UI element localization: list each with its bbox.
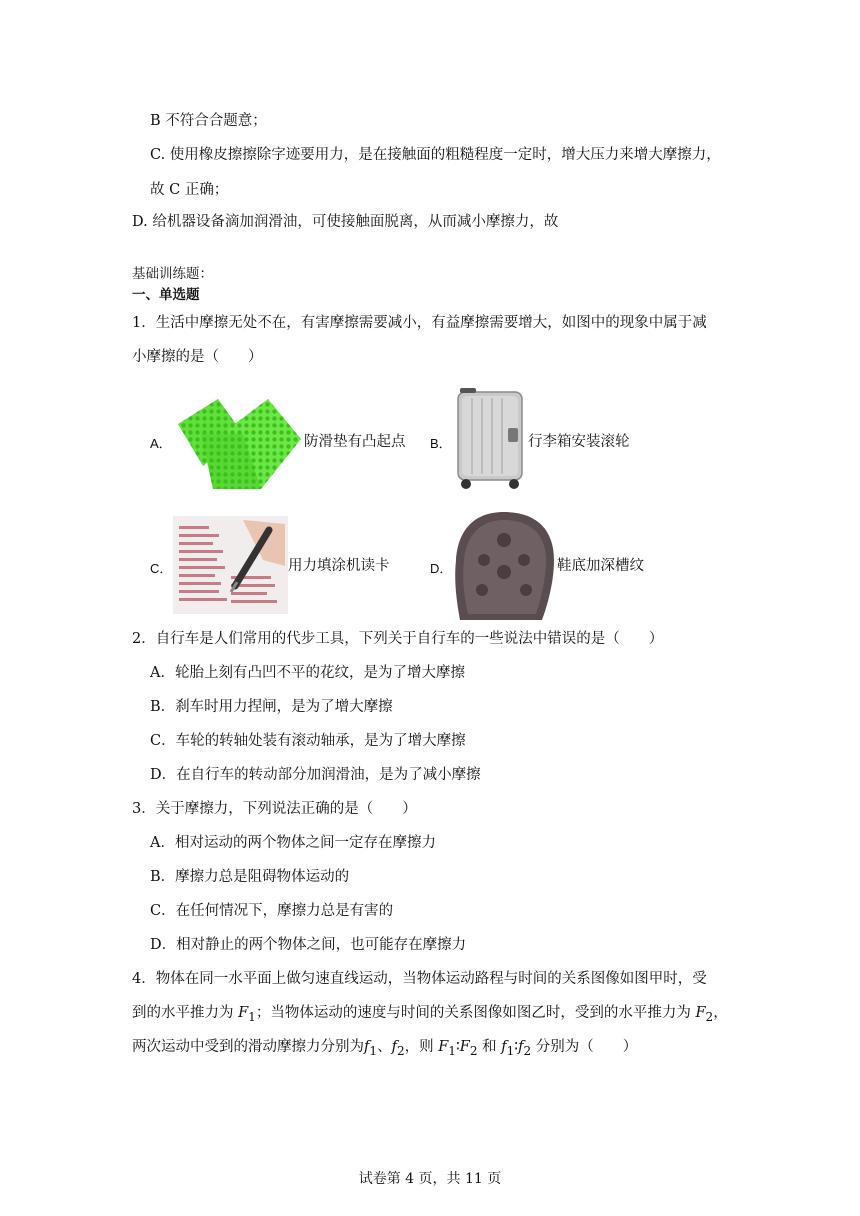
q1-stem-line-2: 小摩擦的是（ ） bbox=[132, 349, 263, 365]
q3-option-b: B．摩擦力总是阻碍物体运动的 bbox=[150, 869, 350, 885]
q3-option-c: C．在任何情况下，摩擦力总是有害的 bbox=[150, 903, 394, 919]
q3-stem: 3．关于摩擦力，下列说法正确的是（ ） bbox=[132, 801, 417, 817]
q1-option-d-text: 鞋底加深槽纹 bbox=[557, 558, 644, 574]
page-footer: 试卷第 4 页，共 11 页 bbox=[358, 1171, 502, 1187]
q1-option-a-label: A． bbox=[150, 436, 172, 451]
prev-answer-line-4: D. 给机器设备滴加润滑油，可使接触面脱离，从而减小摩擦力，故 bbox=[132, 214, 559, 230]
q1-option-a-text: 防滑垫有凸起点 bbox=[304, 434, 406, 450]
shoe-sole-image bbox=[452, 510, 556, 620]
q2-option-b: B．刹车时用力捏闸，是为了增大摩擦 bbox=[150, 699, 393, 715]
q3-option-a: A．相对运动的两个物体之间一定存在摩擦力 bbox=[150, 835, 436, 851]
prev-answer-line-3: 故 C 正确； bbox=[150, 182, 229, 198]
section-intro: 基础训练题： bbox=[132, 266, 213, 282]
luggage-with-wheels-image bbox=[452, 388, 528, 494]
q1-stem-line-1: 1．生活中摩擦无处不在，有害摩擦需要减小，有益摩擦需要增大，如图中的现象中属于减 bbox=[132, 315, 707, 331]
q1-option-b-text: 行李箱安装滚轮 bbox=[528, 434, 630, 450]
q3-option-d: D．相对静止的两个物体之间，也可能存在摩擦力 bbox=[150, 937, 467, 953]
q4-stem-line-3: 两次运动中受到的滑动摩擦力分别为$f_1$、$f_2$，则 $F_1∶F_2$ 和 $f_1∶f_2$ 分别为（ ） bbox=[132, 1039, 638, 1058]
q2-option-d: D．在自行车的转动部分加润滑油，是为了减小摩擦 bbox=[150, 767, 481, 783]
q1-option-b-label: B． bbox=[430, 436, 452, 451]
q4-stem-line-2: 到的水平推力为 $F_1$；当物体运动的速度与时间的关系图像如图乙时，受到的水平推力为 $F_2$， bbox=[132, 1005, 728, 1024]
q2-option-c: C．车轮的转轴处装有滚动轴承，是为了增大摩擦 bbox=[150, 733, 466, 749]
q4-stem-line-1: 4．物体在同一水平面上做匀速直线运动，当物体运动路程与时间的关系图像如图甲时，受 bbox=[132, 971, 707, 987]
q2-option-a: A．轮胎上刻有凸凹不平的花纹，是为了增大摩擦 bbox=[150, 665, 465, 681]
q1-option-d-label: D． bbox=[430, 561, 453, 576]
q1-option-c-text: 用力填涂机读卡 bbox=[288, 558, 390, 574]
q2-stem: 2．自行车是人们常用的代步工具，下列关于自行车的一些说法中错误的是（ ） bbox=[132, 631, 664, 647]
prev-answer-line-1: B 不符合合题意； bbox=[150, 113, 267, 129]
answer-sheet-pen-image bbox=[173, 516, 288, 614]
q1-option-c-label: C． bbox=[150, 561, 173, 576]
section-heading: 一、单选题 bbox=[132, 287, 200, 303]
prev-answer-line-2: C. 使用橡皮擦擦除字迹要用力，是在接触面的粗糙程度一定时，增大压力来增大摩擦力， bbox=[150, 147, 721, 163]
anti-slip-mat-image bbox=[173, 394, 303, 494]
